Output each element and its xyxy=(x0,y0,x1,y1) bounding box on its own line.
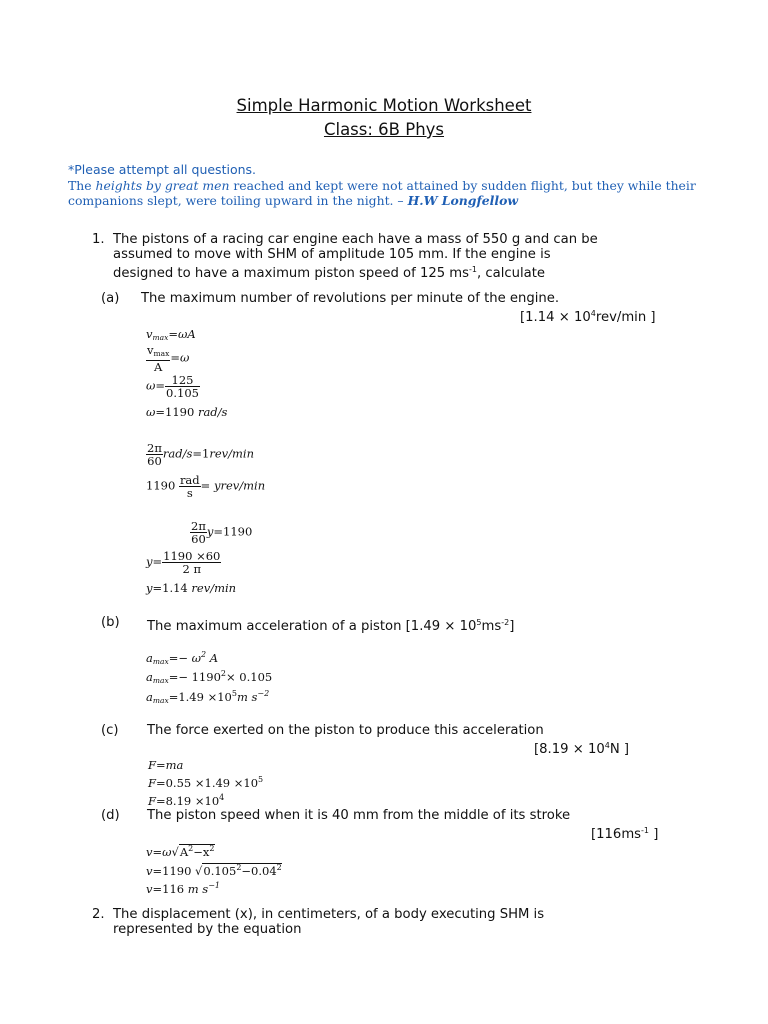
eq-amax-sub: $a_{max}=- 1190^2\times 0.105$ xyxy=(146,669,273,685)
eq-ratio: 1190 $\frac{\text{rad}}{s}$ = yrev/min xyxy=(146,473,266,500)
quote-author: H.W Longfellow xyxy=(407,193,519,208)
question-1-line: The pistons of a racing car engine each have a mass of 550 g and can be xyxy=(113,232,598,247)
part-c-answer: [$8.19 \times 10^4N$ ] xyxy=(534,741,630,757)
eq-velocity: $v=\omega√A^2-x^2$ xyxy=(146,844,215,859)
part-a-label: (a) xyxy=(101,291,120,306)
question-1-number: 1. xyxy=(92,232,105,247)
question-2-line: represented by the equation xyxy=(113,921,302,937)
part-c-text: The force exerted on the piston to produce this acceleration xyxy=(147,723,544,738)
eq-velocity-sub: v=1190 $√0.105^2-0.04^2$ xyxy=(146,863,282,878)
part-d-label: (d) xyxy=(101,808,120,823)
question-2-text xyxy=(113,908,544,938)
eq-force-sub: $F=0.55 \times 1.49 \times 10^5$ xyxy=(148,775,264,790)
question-1-line: assumed to move with SHM of amplitude 105 mm. If the engine is xyxy=(113,246,551,262)
question-2-line: The displacement (x), in centimeters, of a body executing SHM is xyxy=(113,907,545,922)
quote-emphasis: heights by great men xyxy=(95,178,230,193)
part-b-label: (b) xyxy=(101,615,120,630)
quote-line-1 xyxy=(68,178,696,193)
eq-amax-value: $a_{max}=1.49 \times 10^5m$ $s^{-2}$ xyxy=(146,689,270,705)
part-b-text: The maximum acceleration of a piston $[1.49 \times 10^5ms^{-2}]$ xyxy=(147,618,515,634)
attempt-instruction: *Please attempt all questions. xyxy=(68,162,256,177)
eq-velocity-value: v=116 m $s^{-1}$ xyxy=(146,881,221,896)
eq-force-value: $F=8.19 \times 10^4$ xyxy=(148,793,225,808)
part-d-text: The piston speed when it is 40 mm from the middle of its stroke xyxy=(147,808,571,823)
eq-solve-y: $\frac{2\pi}{60}$ y=1190 xyxy=(191,519,253,546)
question-1-line: designed to have a maximum piston speed of 125 $ms^{-1}$, calculate xyxy=(113,264,546,281)
worksheet-title: Simple Harmonic Motion Worksheet xyxy=(236,96,532,115)
eq-amax: $a_{max}=- \omega^2$ A xyxy=(146,650,219,666)
question-2-number: 2. xyxy=(92,907,105,922)
quote-text: companions slept, were toiling upward in the night. – xyxy=(68,193,408,208)
part-a-text: The maximum number of revolutions per minute of the engine. xyxy=(141,291,560,306)
eq-vmax-over-a: $\frac{v_{max}}{A}$ =ω xyxy=(147,343,190,374)
eq-omega-value: ω=1190 rad/s xyxy=(146,405,228,419)
class-label: Class: 6B Phys xyxy=(323,120,445,139)
eq-omega-fraction: ω= $\frac{125}{0.105}$ xyxy=(146,373,199,400)
eq-force: F=ma xyxy=(148,758,184,772)
eq-y-fraction: y= $\frac{1190 \times 60}{2 \pi}$ xyxy=(146,549,221,576)
part-d-answer: [$116ms^{-1}$ ] xyxy=(591,826,659,842)
eq-y-value: y=1.14 rev/min xyxy=(146,581,237,595)
quote-text: reached and kept were not attained by sudden flight, but they while their xyxy=(229,178,696,193)
part-c-label: (c) xyxy=(101,723,119,738)
question-1-text xyxy=(113,233,598,281)
eq-vmax: $v_{max}=\omega A$ xyxy=(146,327,196,342)
quote-text: The xyxy=(68,178,96,193)
quote-line-2 xyxy=(68,193,518,208)
eq-conversion: $\frac{2\pi}{60}$ rad/s=1rev/min xyxy=(147,441,255,468)
part-a-answer: [$1.14 \times 10^4rev/\min$ ] xyxy=(520,309,656,325)
